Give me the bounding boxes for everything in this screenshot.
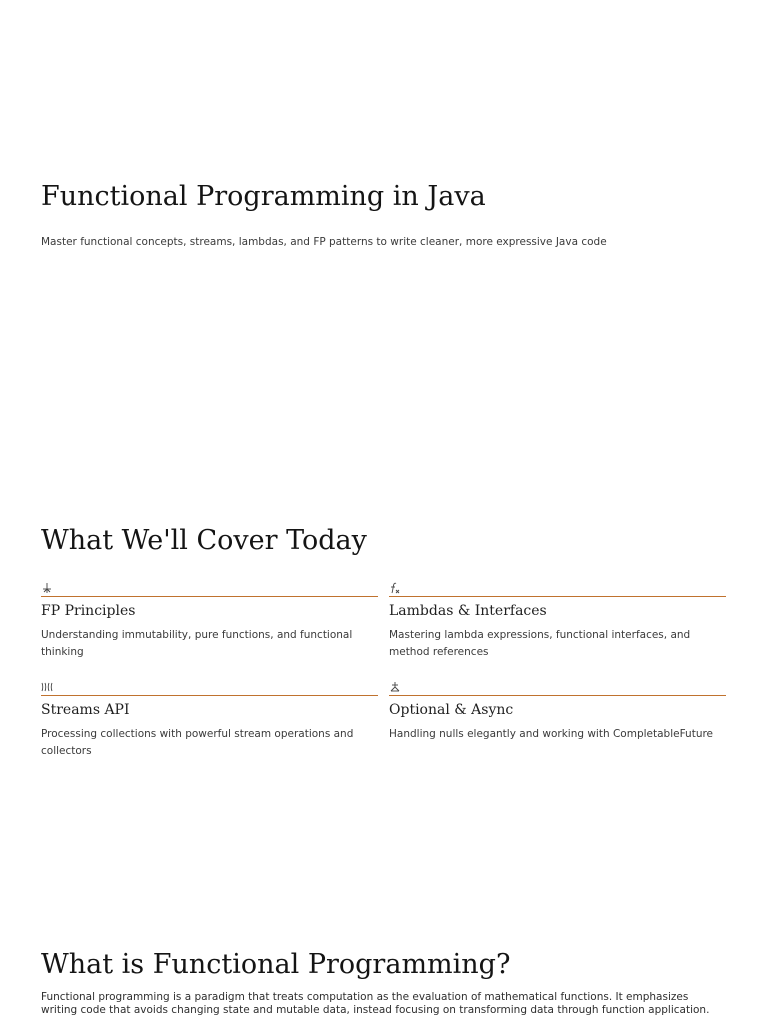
topic-card-fp-principles [41,582,378,661]
topic-title: Lambdas & Interfaces [389,603,547,619]
topic-card-header [41,681,378,696]
topic-description: Understanding immutability, pure functions, and functional thinking [41,629,353,658]
agenda-title: What We'll Cover Today [41,525,367,556]
fp-definition-slide [41,948,726,1017]
topic-description: Mastering lambda expressions, functional interfaces, and method references [389,629,691,658]
title-slide [41,180,726,249]
topic-grid [41,582,726,762]
topic-card-lambdas [389,582,726,661]
topic-card-header [389,681,726,696]
topic-title: Optional & Async [389,702,514,718]
presentation-title: Functional Programming in Java [41,181,486,212]
topic-title: FP Principles [41,603,136,619]
branch-icon [389,681,401,693]
fp-definition-body: Functional programming is a paradigm that treats computation as the evaluation of mathematical functions. It emphasizes writing code that avoids changing state and mutable data, instead focusing on transforming data through function application. [41,991,710,1016]
fp-definition-title: What is Functional Programming? [41,949,511,980]
topic-card-header [41,582,378,597]
topic-card-streams [41,681,378,760]
topic-card-optional-async [389,681,726,743]
tree-icon [41,582,53,594]
agenda-slide [41,524,726,762]
topic-card-header [389,582,726,597]
topic-title: Streams API [41,702,130,718]
function-icon [389,582,401,594]
topic-description: Handling nulls elegantly and working with CompletableFuture [389,728,714,740]
presentation-subtitle: Master functional concepts, streams, lambdas, and FP patterns to write cleaner, more expressive Java code [41,236,607,248]
stream-icon [41,681,53,693]
topic-description: Processing collections with powerful stream operations and collectors [41,728,354,757]
